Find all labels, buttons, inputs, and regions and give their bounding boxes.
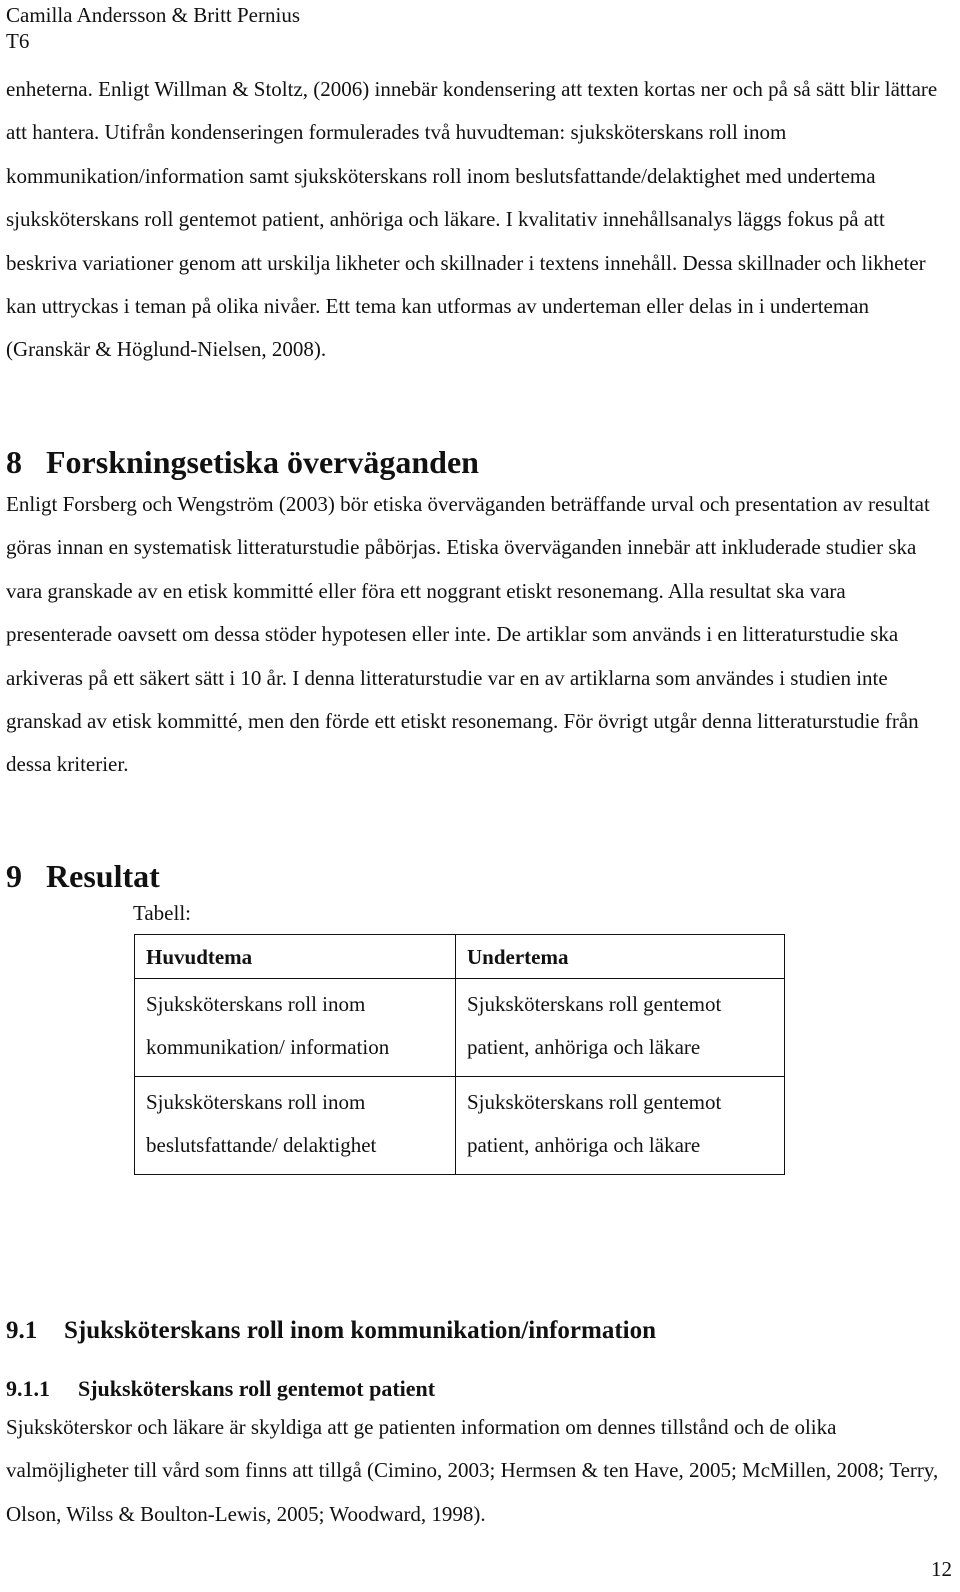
- table-cell: Sjuksköterskans roll inom beslutsfattande/ delaktighet: [135, 1076, 456, 1174]
- subsection-heading-communication: [6, 1314, 656, 1348]
- themes-table: [134, 934, 785, 1175]
- running-header-authors: Camilla Andersson & Britt Pernius: [6, 3, 300, 27]
- subsection-number: 9.1: [6, 1317, 38, 1344]
- section-number: 9: [6, 858, 22, 894]
- body-paragraph-ethics: Enligt Forsberg och Wengström (2003) bör etiska överväganden beträffande urval och presentation av resultat göras innan en systematisk litteraturstudie påbörjas. Etiska överväganden innebär att inkluderade studier ska vara granskade av en etisk kommitté eller föra ett noggrant etiskt resonemang. Alla resultat ska vara presenterade oavsett om dessa stöder hypotesen eller inte. De artiklar som används i en litteraturstudie ska arkiveras på ett säkert sätt i 10 år. I denna litteraturstudie var en av artiklarna som användes i studien inte granskad av etisk kommitté, men den förde ett etiskt resonemang. För övrigt utgår denna litteraturstudie från dessa kriterier.: [6, 492, 930, 777]
- subsubsection-number: 9.1.1: [6, 1376, 50, 1401]
- table-row: [135, 979, 785, 1077]
- table-caption: Tabell:: [133, 901, 192, 925]
- subsubsection-heading-patient: [6, 1374, 435, 1404]
- section-number: 8: [6, 444, 22, 480]
- section-title: Forskningsetiska överväganden: [46, 444, 479, 480]
- table-row: [135, 1076, 785, 1174]
- table-header-cell: Huvudtema: [135, 935, 456, 979]
- body-paragraph-method: enheterna. Enligt Willman & Stoltz, (2006) innebär kondensering att texten kortas ner och på så sätt blir lättare att hantera. Utifrån kondenseringen formulerades två huvudteman: sjuksköterskans roll inom kommunikation/information samt sjuksköterskans roll inom beslutsfattande/delaktighet med undertema sjuksköterskans roll gentemot patient, anhöriga och läkare. I kvalitativ innehållsanalys läggs fokus på att beskriva variationer genom att urskilja likheter och skillnader i textens innehåll. Dessa skillnader och likheter kan uttryckas i teman på olika nivåer. Ett tema kan utformas av underteman eller delas in i underteman (Granskär & Höglund-Nielsen, 2008).: [6, 77, 938, 362]
- section-title: Resultat: [46, 858, 160, 894]
- table-cell: Sjuksköterskans roll gentemot patient, anhöriga och läkare: [456, 979, 785, 1077]
- table-header-row: [135, 935, 785, 979]
- page-number: 12: [931, 1557, 952, 1581]
- table-cell: Sjuksköterskans roll gentemot patient, anhöriga och läkare: [456, 1076, 785, 1174]
- section-heading-results: [6, 856, 160, 896]
- section-heading-ethics: [6, 442, 479, 482]
- table-header-cell: Undertema: [456, 935, 785, 979]
- running-header-code: T6: [6, 29, 30, 53]
- subsubsection-title: Sjuksköterskans roll gentemot patient: [78, 1376, 436, 1401]
- table-cell: Sjuksköterskans roll inom kommunikation/ information: [135, 979, 456, 1077]
- subsection-title: Sjuksköterskans roll inom kommunikation/information: [64, 1317, 657, 1344]
- body-paragraph-patient: Sjuksköterskor och läkare är skyldiga att ge patienten information om dennes tillstånd och de olika valmöjligheter till vård som finns att tillgå (Cimino, 2003; Hermsen & ten Have, 2005; McMillen, 2008; Terry, Olson, Wilss & Boulton-Lewis, 2005; Woodward, 1998).: [6, 1415, 939, 1526]
